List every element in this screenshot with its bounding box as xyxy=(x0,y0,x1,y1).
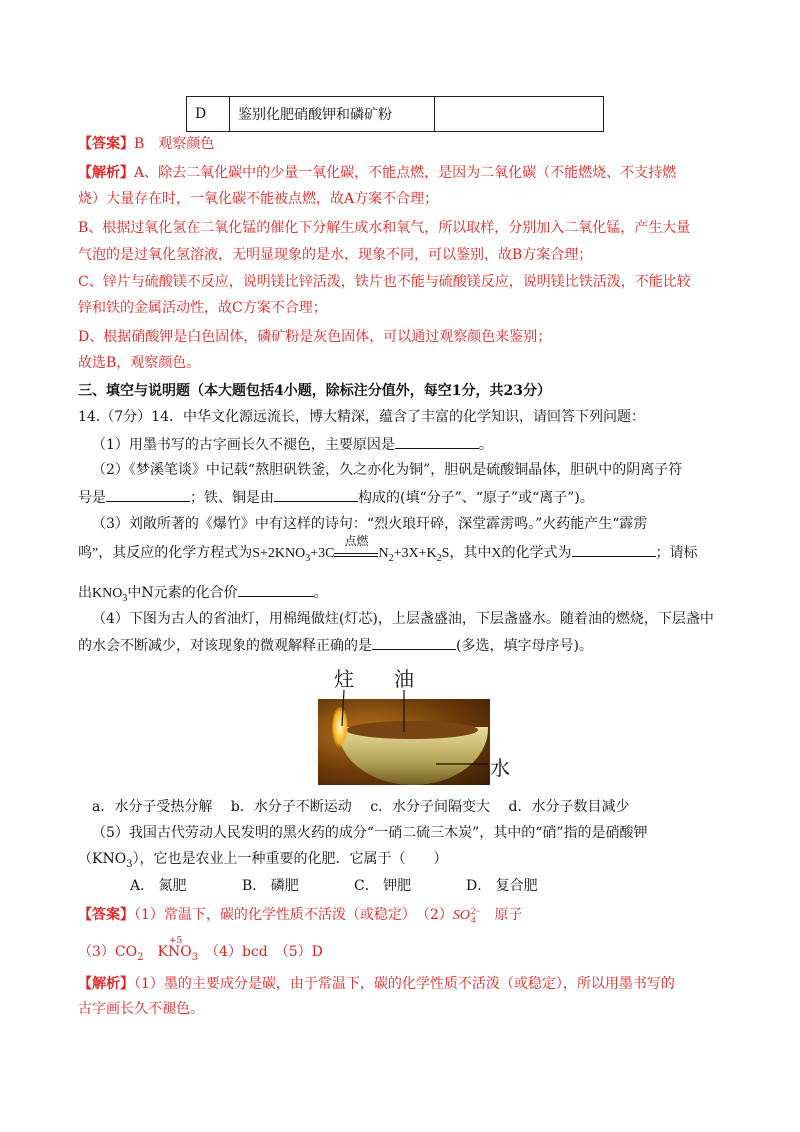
answer-blank xyxy=(238,582,314,597)
label-water: 水 xyxy=(490,756,510,780)
q14-part3-line3: 出$KNO_3$中N元素的化合价 。 xyxy=(78,582,728,609)
table-cell-method: 鉴别化肥硝酸钾和磷矿粉 xyxy=(230,97,435,132)
q14-intro: 14.（7分）14．中华文化源远流长，博大精深，蕴含了丰富的化学知识，请回答下列问题： xyxy=(78,409,645,425)
answer-blank xyxy=(274,487,358,502)
q14-analysis-line1: 【解析】（1）墨的主要成分是碳，由于常温下，碳的化学性质不活泼（或稳定），所以用墨书写的 xyxy=(78,976,675,992)
formula-kno3: $KNO_3$ xyxy=(92,586,128,604)
label-wick: 炷 xyxy=(334,667,354,691)
answer-blank xyxy=(372,635,456,650)
option-c: C． 钾肥 xyxy=(354,878,412,894)
q13-analysis-line-4: C、锌片与硫酸镁不反应，说明镁比锌活泼，铁片也不能与硫酸镁反应，说明镁比铁活泼，不能比较 xyxy=(78,274,691,290)
answer-blank xyxy=(572,542,656,557)
q14-answer-line2: $(3)CO_2$ K +5 $NO_3$ （4）bcd （5）D xyxy=(78,936,323,963)
q14-analysis-line2: 古字画长久不褪色。 xyxy=(78,1001,204,1017)
q13-analysis-line-1: 烧）大量存在时，一氧化碳不能被点燃，故A方案不合理； xyxy=(78,191,439,207)
option-d: D． 复合肥 xyxy=(466,878,538,894)
q14-part4-line2: 的水会不断减少，对该现象的微观解释正确的是 (多选，填字母序号)。 xyxy=(78,635,728,656)
formula-so4: SO2− 4 xyxy=(452,905,481,925)
q14-part3-equation-line: 鸣”，其反应的化学方程式为$S+2KNO_3+3C$ 点燃 $N_2+3X+K_2S$，其中X的化学式为 ；请标 xyxy=(78,534,698,564)
q14-part4-line1: （4）下图为古人的省油灯，用棉绳做炷(灯芯)，上层盏盛油，下层盏盛水。随着油的燃烧，下层盏中 xyxy=(92,611,714,627)
q13-analysis-line-0: 【解析】A、除去二氧化碳中的少量一氧化碳，不能点燃，是因为二氧化碳（不能燃烧、不支持燃 xyxy=(78,165,677,181)
q14-part2-line2: 号是 ；铁、铜是由 构成的(填“分子”、“原子”或“离子”)。 xyxy=(78,487,728,508)
q14-part5-line2: $(KNO_3)$，它也是农业上一种重要的化肥．它属于（ ） xyxy=(78,851,448,870)
q13-answer: 【答案】B 观察颜色 xyxy=(78,136,215,152)
table-cell-letter: D xyxy=(187,97,230,132)
q14-part1: （1）用墨书写的古字画长久不褪色，主要原因是 。 xyxy=(92,434,742,455)
section3-title: 三、填空与说明题（本大题包括4小题，除标注分值外，每空1分，共23分） xyxy=(78,383,551,399)
q13-analysis-line-2: B、根据过氧化氢在二氧化锰的催化下分解生成水和氧气，所以取样，分别加入二氧化锰，产生大量 xyxy=(78,220,691,236)
figure-pointer-lines xyxy=(318,686,518,776)
q13-analysis-line-7: 故选B，观察颜色。 xyxy=(78,355,201,371)
q14-part5-line1: （5）我国古代劳动人民发明的黑火药的成分“一硝二硫三木炭”，其中的“硝”指的是硝酸钾 xyxy=(92,825,648,841)
chemical-equation: $S+2KNO_3+3C$ 点燃 $N_2+3X+K_2S$ xyxy=(252,534,450,564)
option-a: A． 氮肥 xyxy=(130,878,187,894)
q14-part4-options: a．水分子受热分解 b．水分子不断运动 c．水分子间隔变大 d．水分子数目减少 xyxy=(92,799,630,815)
formula-kno3-valence: +5 NO xyxy=(167,936,192,960)
q14-part3-line1: （3）刘敞所著的《爆竹》中有这样的诗句：“烈火琅玕碎，深堂霹雳鸣。”火药能产生“霹雳 xyxy=(92,516,648,532)
option-b: B． 磷肥 xyxy=(242,878,299,894)
option-table-row-d xyxy=(186,96,604,132)
q13-analysis-line-5: 锌和铁的金属活动性，故C方案不合理； xyxy=(78,300,327,316)
label-oil: 油 xyxy=(394,667,414,691)
answer-blank xyxy=(395,434,479,449)
q14-part2-line1: （2）《梦溪笔谈》中记载“熬胆矾铁釜，久之亦化为铜”，胆矾是硫酸铜晶体，胆矾中的阴离子符 xyxy=(92,462,683,478)
table-cell-empty xyxy=(435,97,604,132)
q14-answer-line1: 【答案】（1）常温下，碳的化学性质不活泼（或稳定） （2）SO2− 4 原子 xyxy=(78,905,523,925)
q14-part5-options xyxy=(130,876,780,896)
q13-analysis-line-3: 气泡的是过氧化氢溶液，无明显现象的是水，现象不同，可以鉴别，故B方案合理； xyxy=(78,247,593,263)
q13-analysis-line-6: D、根据硝酸钾是白色固体，磷矿粉是灰色固体，可以通过观察颜色来鉴别； xyxy=(78,329,552,345)
answer-blank xyxy=(106,487,190,502)
